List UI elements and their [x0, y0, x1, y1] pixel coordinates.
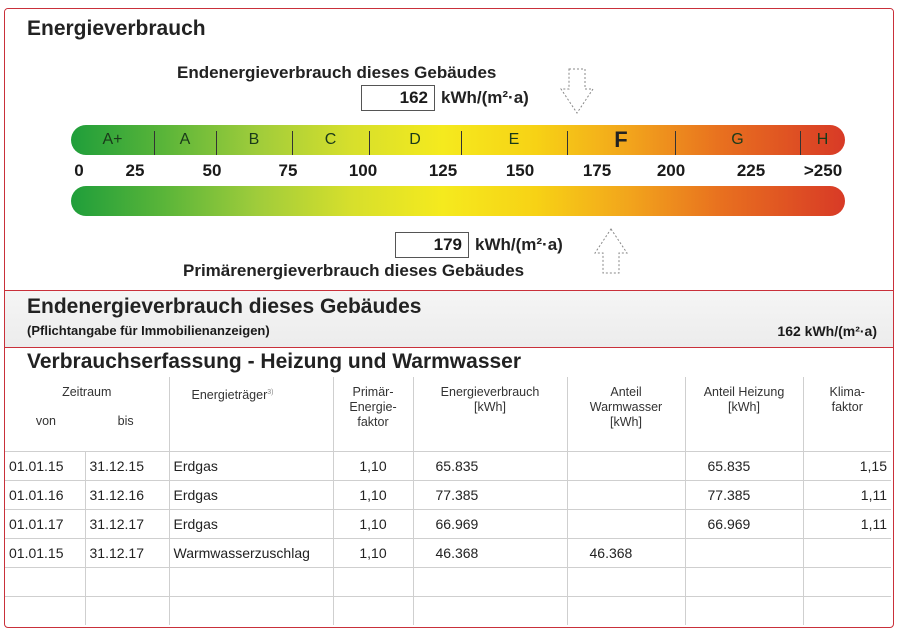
energy-scale-bar-lower	[71, 186, 845, 216]
cell-heizung: 66.969	[685, 509, 803, 538]
cell-warmwasser	[567, 451, 685, 480]
table-row	[5, 480, 891, 509]
header-klimafaktor: Klima- faktor	[803, 377, 891, 451]
cell-verbrauch: 77.385	[413, 480, 567, 509]
cell-heizung	[685, 567, 803, 596]
section-subtitle: (Pflichtangabe für Immobilienanzeigen)	[27, 323, 270, 338]
scale-tick: 0	[74, 161, 84, 180]
cell-bis	[85, 596, 169, 625]
end-energy-unit: kWh/(m²·a)	[441, 88, 529, 107]
energy-consumption-section	[5, 9, 893, 290]
section-title: Endenergieverbrauch dieses Gebäudes	[27, 295, 422, 318]
cell-klimafaktor: 1,11	[803, 509, 891, 538]
cell-verbrauch: 65.835	[413, 451, 567, 480]
cell-warmwasser	[567, 567, 685, 596]
cell-klimafaktor	[803, 596, 891, 625]
cell-bis: 31.12.17	[85, 538, 169, 567]
cell-faktor: 1,10	[333, 480, 413, 509]
cell-verbrauch	[413, 596, 567, 625]
cell-von: 01.01.16	[5, 480, 85, 509]
cell-energietraeger: Erdgas	[169, 509, 333, 538]
cell-energietraeger: Erdgas	[169, 451, 333, 480]
scale-tick: 150	[505, 161, 535, 180]
primary-energy-unit: kWh/(m²·a)	[475, 235, 563, 254]
header-anteil-warmwasser: Anteil Warmwasser [kWh]	[567, 377, 685, 451]
header-anteil-heizung: Anteil Heizung [kWh]	[685, 377, 803, 451]
table-row	[5, 451, 891, 480]
end-energy-value: 162	[361, 85, 435, 111]
class-label: A	[179, 131, 191, 148]
scale-tick: >250	[803, 161, 843, 180]
header-von: von	[35, 414, 56, 428]
scale-tick: 100	[348, 161, 378, 180]
cell-verbrauch	[413, 567, 567, 596]
end-energy-label: Endenergieverbrauch dieses Gebäudes	[177, 63, 497, 82]
cell-von: 01.01.15	[5, 538, 85, 567]
table-row-empty	[5, 596, 891, 625]
cell-verbrauch: 46.368	[413, 538, 567, 567]
end-energy-summary-value: 162 kWh/(m²·a)	[777, 323, 877, 339]
cell-warmwasser: 46.368	[567, 538, 685, 567]
header-energietraeger	[169, 377, 333, 451]
down-arrow-icon	[559, 67, 595, 115]
cell-klimafaktor: 1,11	[803, 480, 891, 509]
cell-klimafaktor: 1,15	[803, 451, 891, 480]
class-label: H	[816, 131, 829, 148]
header-energietraeger-note: 3)	[267, 389, 274, 396]
class-label-highlighted: F	[614, 127, 628, 152]
cell-klimafaktor	[803, 567, 891, 596]
class-label: E	[508, 131, 520, 148]
cell-von	[5, 567, 85, 596]
table-row-empty	[5, 567, 891, 596]
consumption-table	[5, 377, 891, 625]
cell-von: 01.01.15	[5, 451, 85, 480]
cell-bis: 31.12.16	[85, 480, 169, 509]
cell-heizung: 77.385	[685, 480, 803, 509]
cell-faktor: 1,10	[333, 538, 413, 567]
cell-von: 01.01.17	[5, 509, 85, 538]
table-row	[5, 509, 891, 538]
end-energy-summary-section	[5, 290, 893, 348]
header-energietraeger-label: Energieträger	[191, 388, 268, 403]
class-label: C	[324, 131, 337, 148]
cell-bis	[85, 567, 169, 596]
scale-tick: 50	[202, 161, 222, 180]
class-label: G	[731, 131, 744, 148]
cell-heizung: 65.835	[685, 451, 803, 480]
scale-tick: 25	[125, 161, 145, 180]
class-label: B	[248, 131, 260, 148]
header-energieverbrauch: Energieverbrauch [kWh]	[413, 377, 567, 451]
scale-tick: 175	[582, 161, 612, 180]
cell-energietraeger: Erdgas	[169, 480, 333, 509]
scale-tick: 200	[656, 161, 686, 180]
cell-warmwasser	[567, 480, 685, 509]
scale-tick: 225	[736, 161, 766, 180]
energy-certificate	[4, 8, 894, 628]
table-row	[5, 538, 891, 567]
class-label: A+	[102, 131, 123, 148]
header-zeitraum-label: Zeitraum	[62, 385, 112, 399]
scale-tick: 125	[428, 161, 458, 180]
class-label: D	[409, 131, 421, 148]
cell-faktor: 1,10	[333, 451, 413, 480]
table-header-row	[5, 377, 891, 451]
cell-heizung	[685, 538, 803, 567]
cell-energietraeger	[169, 596, 333, 625]
cell-von	[5, 596, 85, 625]
energy-scale-bar	[71, 125, 845, 155]
consumption-records-section	[5, 347, 893, 627]
cell-faktor	[333, 567, 413, 596]
cell-energietraeger: Warmwasserzuschlag	[169, 538, 333, 567]
cell-warmwasser	[567, 509, 685, 538]
cell-warmwasser	[567, 596, 685, 625]
cell-faktor	[333, 596, 413, 625]
header-zeitraum	[5, 377, 169, 451]
cell-verbrauch: 66.969	[413, 509, 567, 538]
cell-faktor: 1,10	[333, 509, 413, 538]
up-arrow-icon	[593, 227, 629, 275]
primary-energy-label: Primärenergieverbrauch dieses Gebäudes	[183, 261, 525, 280]
cell-bis: 31.12.17	[85, 509, 169, 538]
header-bis: bis	[117, 414, 134, 428]
section-title: Energieverbrauch	[27, 17, 206, 40]
header-primaerenergiefaktor: Primär- Energie- faktor	[333, 377, 413, 451]
section-title: Verbrauchserfassung - Heizung und Warmwasser	[27, 350, 522, 373]
cell-klimafaktor	[803, 538, 891, 567]
scale-tick: 75	[278, 161, 298, 180]
cell-heizung	[685, 596, 803, 625]
cell-energietraeger	[169, 567, 333, 596]
primary-energy-value: 179	[395, 232, 469, 258]
cell-bis: 31.12.15	[85, 451, 169, 480]
